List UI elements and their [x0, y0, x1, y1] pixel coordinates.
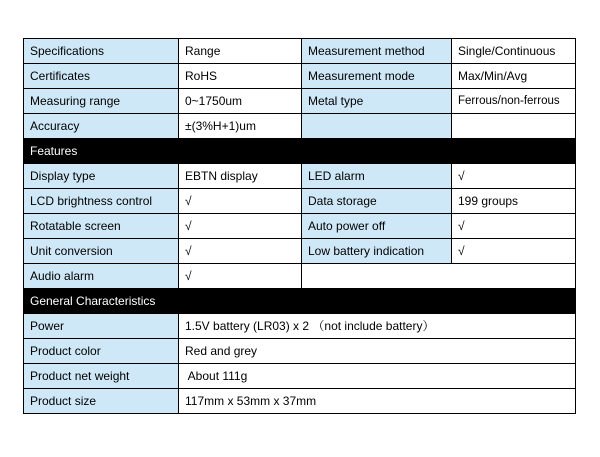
table-row — [24, 314, 576, 339]
table-row — [24, 89, 576, 114]
spec-value: Range — [179, 39, 302, 64]
table-row — [24, 64, 576, 89]
feature-label: Display type — [24, 164, 179, 189]
spec-value: Single/Continuous — [452, 39, 576, 64]
general-value: 117mm x 53mm x 37mm — [179, 389, 576, 414]
general-value: About 111g — [179, 364, 576, 389]
features-heading: Features — [24, 139, 576, 164]
spec-value: ±(3%H+1)um — [179, 114, 302, 139]
general-heading: General Characteristics — [24, 289, 576, 314]
feature-value: √ — [179, 214, 302, 239]
feature-empty-cell — [302, 264, 576, 289]
spec-label: Measurement mode — [302, 64, 452, 89]
feature-value: 199 groups — [452, 189, 576, 214]
feature-value: √ — [179, 189, 302, 214]
table-row — [24, 214, 576, 239]
feature-label: Auto power off — [302, 214, 452, 239]
general-label: Power — [24, 314, 179, 339]
spec-value — [452, 114, 576, 139]
spec-value: Max/Min/Avg — [452, 64, 576, 89]
table-row — [24, 339, 576, 364]
feature-label: LED alarm — [302, 164, 452, 189]
table-row — [24, 239, 576, 264]
spec-value: Ferrous/non-ferrous — [452, 89, 576, 114]
table-row — [24, 264, 576, 289]
feature-label: Audio alarm — [24, 264, 179, 289]
general-value: Red and grey — [179, 339, 576, 364]
table-row — [24, 114, 576, 139]
spec-label: Certificates — [24, 64, 179, 89]
section-header-row — [24, 139, 576, 164]
general-label: Product color — [24, 339, 179, 364]
spec-label: Accuracy — [24, 114, 179, 139]
general-label: Product net weight — [24, 364, 179, 389]
feature-label: LCD brightness control — [24, 189, 179, 214]
feature-value: EBTN display — [179, 164, 302, 189]
spec-label: Measurement method — [302, 39, 452, 64]
table-row — [24, 164, 576, 189]
feature-label: Unit conversion — [24, 239, 179, 264]
feature-value: √ — [452, 214, 576, 239]
table-row — [24, 39, 576, 64]
spec-value: RoHS — [179, 64, 302, 89]
general-value: 1.5V battery (LR03) x 2 （not include battery） — [179, 314, 576, 339]
feature-value: √ — [179, 239, 302, 264]
table-row — [24, 189, 576, 214]
feature-label: Rotatable screen — [24, 214, 179, 239]
feature-label: Low battery indication — [302, 239, 452, 264]
spec-label: Specifications — [24, 39, 179, 64]
spec-value: 0~1750um — [179, 89, 302, 114]
feature-value: √ — [452, 239, 576, 264]
spec-label: Metal type — [302, 89, 452, 114]
feature-value: √ — [452, 164, 576, 189]
table-row — [24, 364, 576, 389]
section-header-row — [24, 289, 576, 314]
specification-table — [23, 38, 576, 414]
spec-label — [302, 114, 452, 139]
table-row — [24, 389, 576, 414]
spec-label: Measuring range — [24, 89, 179, 114]
feature-value: √ — [179, 264, 302, 289]
general-label: Product size — [24, 389, 179, 414]
feature-label: Data storage — [302, 189, 452, 214]
